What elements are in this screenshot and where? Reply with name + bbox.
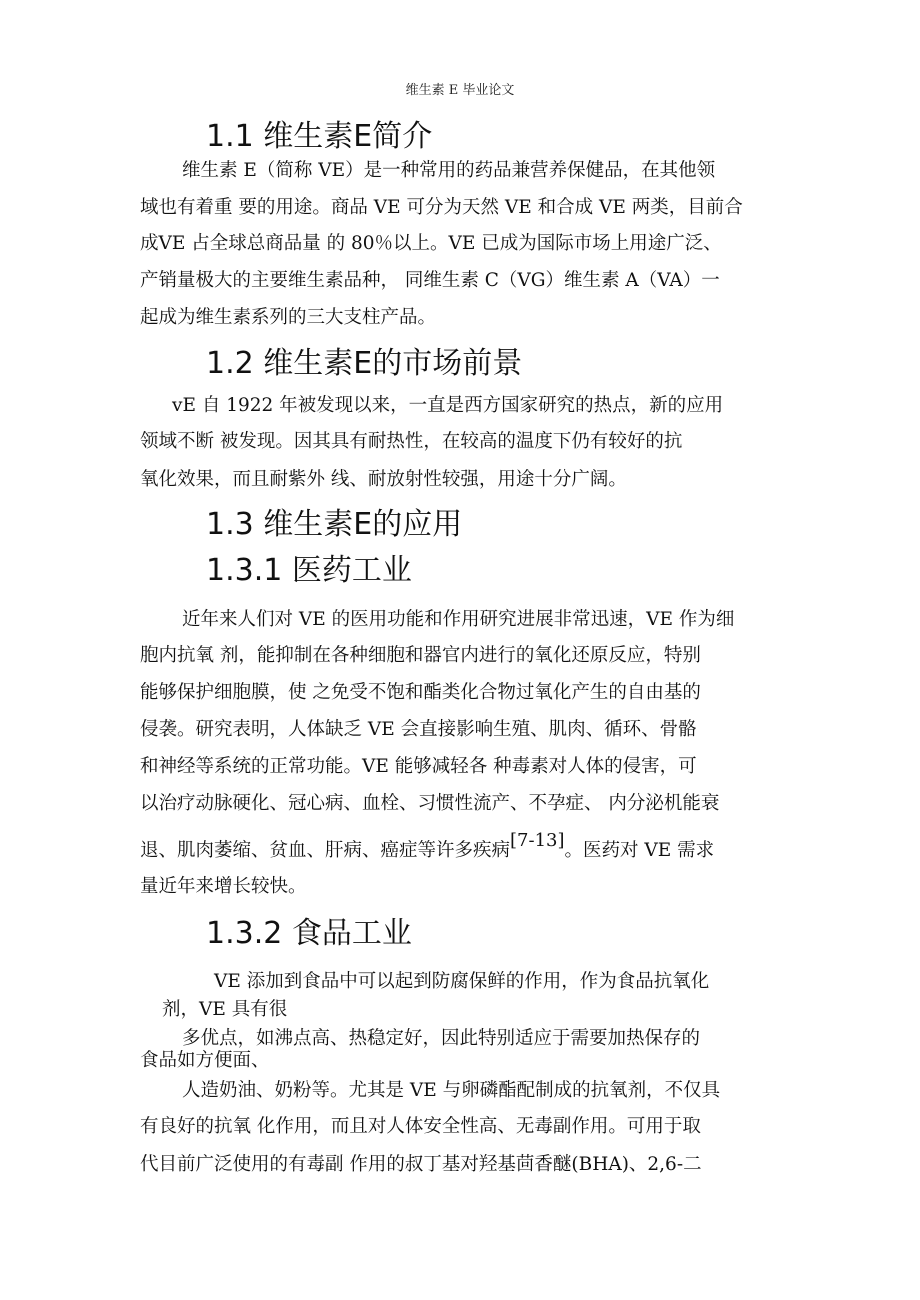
paragraph-line: 成VE 占全球总商品量 的 80％以上。VE 已成为国际市场上用途广泛、	[140, 233, 722, 254]
heading-1-1: 1.1 维生素E简介	[206, 119, 433, 154]
heading-1-2: 1.2 维生素E的市场前景	[206, 346, 523, 381]
paragraph-text: 退、肌肉萎缩、贫血、肝病、癌症等许多疾病	[140, 840, 511, 861]
paragraph-line: VE 添加到食品中可以起到防腐保鲜的作用，作为食品抗氧化	[214, 971, 710, 992]
paragraph-line-with-citation	[140, 830, 715, 862]
paragraph-line: 氧化效果，而且耐紫外 线、耐放射性较强，用途十分广阔。	[140, 469, 627, 490]
heading-1-3-2: 1.3.2 食品工业	[206, 916, 412, 951]
paragraph-line: 领域不断 被发现。因其具有耐热性，在较高的温度下仍有较好的抗	[140, 431, 683, 452]
paragraph-line: 食品如方便面、	[140, 1050, 270, 1071]
paragraph-line: 维生素 E（简称 VE）是一种常用的药品兼营养保健品，在其他领	[182, 160, 716, 181]
paragraph-line: 产销量极大的主要维生素品种， 同维生素 C（VG）维生素 A（VA）一	[140, 270, 720, 291]
paragraph-line: 多优点，如沸点高、热稳定好，因此特别适应于需要加热保存的	[182, 1028, 701, 1049]
paragraph-line: 人造奶油、奶粉等。尤其是 VE 与卵磷酯配制成的抗氧剂，不仅具	[182, 1080, 721, 1101]
citation-reference: [7-13]	[510, 830, 565, 851]
paragraph-line: vE 自 1922 年被发现以来，一直是西方国家研究的热点，新的应用	[172, 395, 724, 416]
paragraph-line: 侵袭。研究表明，人体缺乏 VE 会直接影响生殖、肌肉、循环、骨骼	[140, 719, 697, 740]
paragraph-line: 剂，VE 具有很	[162, 999, 288, 1020]
paragraph-line: 代目前广泛使用的有毒副 作用的叔丁基对羟基茴香醚(BHA)、2,6-二	[140, 1154, 702, 1175]
paragraph-text: 。医药对 VE 需求	[564, 840, 715, 861]
running-header: 维生素 E 毕业论文	[405, 83, 515, 98]
heading-1-3: 1.3 维生素E的应用	[206, 507, 463, 542]
paragraph-line: 量近年来增长较快。	[140, 876, 307, 897]
paragraph-line: 域也有着重 要的用途。商品 VE 可分为天然 VE 和合成 VE 两类，目前合	[140, 197, 743, 218]
paragraph-line: 和神经等系统的正常功能。VE 能够减轻各 种毒素对人体的侵害，可	[140, 756, 697, 777]
paragraph-line: 有良好的抗氧 化作用，而且对人体安全性高、无毒副作用。可用于取	[140, 1116, 701, 1137]
heading-1-3-1: 1.3.1 医药工业	[206, 553, 412, 588]
paragraph-line: 以治疗动脉硬化、冠心病、血栓、习惯性流产、不孕症、 内分泌机能衰	[140, 793, 720, 814]
paragraph-line: 起成为维生素系列的三大支柱产品。	[140, 307, 437, 328]
paragraph-line: 能够保护细胞膜，使 之免受不饱和酯类化合物过氧化产生的自由基的	[140, 682, 701, 703]
paragraph-line: 胞内抗氧 剂，能抑制在各种细胞和器官内进行的氧化还原反应，特别	[140, 645, 701, 666]
paragraph-line: 近年来人们对 VE 的医用功能和作用研究进展非常迅速，VE 作为细	[182, 609, 735, 630]
